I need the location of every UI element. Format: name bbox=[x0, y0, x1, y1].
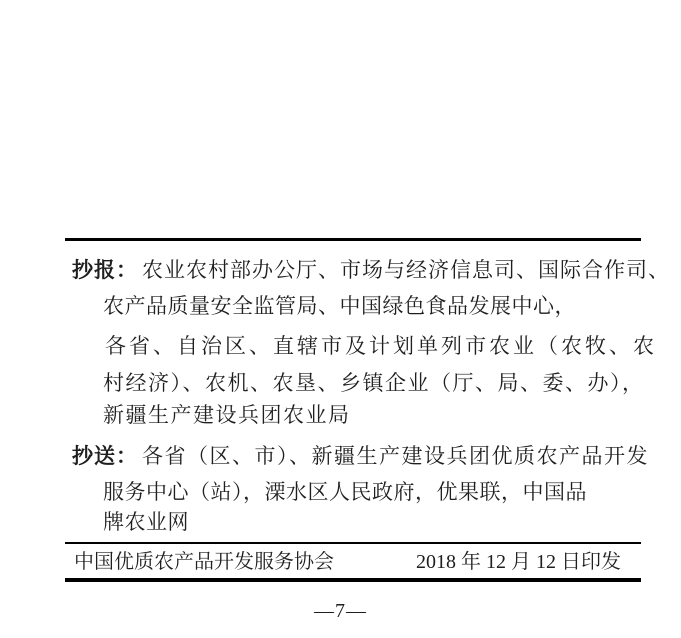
copy-report-line: 农产品质量安全监管局、中国绿色食品发展中心， bbox=[103, 294, 576, 318]
copy-report-line: 村经济）、农机、农垦、乡镇企业（厅、局、委、办）， bbox=[103, 371, 645, 395]
footer-print-date: 2018 年 12 月 12 日印发 bbox=[416, 551, 621, 573]
copy-report-line bbox=[72, 255, 670, 285]
copy-send-line-text: 各省（区、市）、新疆生产建设兵团优质农产品开发 bbox=[142, 444, 649, 468]
copy-send-line: 牌农业网 bbox=[103, 510, 189, 534]
copy-send-label: 抄送： bbox=[72, 444, 138, 468]
copy-report-label: 抄报： bbox=[72, 258, 138, 282]
copy-report-line: 各省、自治区、直辖市及计划单列市农业（农牧、农 bbox=[105, 334, 657, 358]
footer-issuer: 中国优质农产品开发服务协会 bbox=[74, 551, 334, 573]
copy-report-line: 新疆生产建设兵团农业局 bbox=[103, 403, 351, 427]
copy-send-line: 服务中心（站），溧水区人民政府，优果联，中国品 bbox=[103, 480, 587, 504]
divider-footer-thin bbox=[65, 542, 641, 544]
page-number: —7— bbox=[314, 600, 367, 622]
colophon-row bbox=[65, 549, 641, 575]
copy-send-line bbox=[72, 441, 649, 471]
copy-report-line-text: 农业农村部办公厅、市场与经济信息司、国际合作司、 bbox=[142, 258, 670, 282]
divider-top bbox=[65, 238, 641, 241]
divider-footer-thick bbox=[65, 578, 641, 582]
